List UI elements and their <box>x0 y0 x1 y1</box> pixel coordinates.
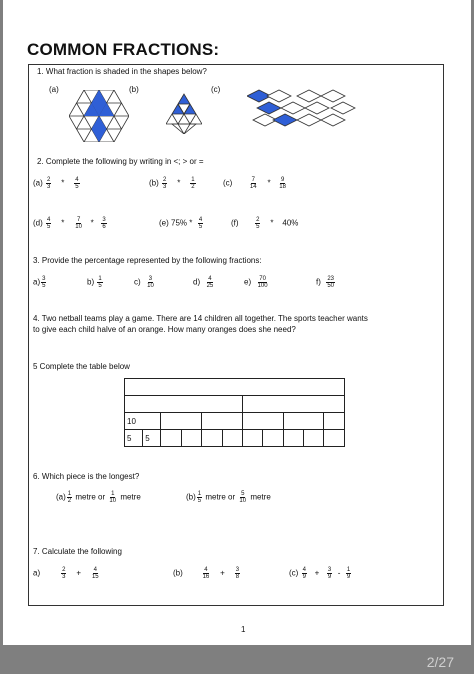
table-row <box>125 379 345 396</box>
q3-item-e: e) $\frac{70}{100}$ <box>244 276 268 289</box>
q4-line1: 4. Two netball teams play a game. There are 14 children all together. The sports teacher wants <box>33 314 368 323</box>
table-cell <box>161 413 202 430</box>
table-cell-10: 10 <box>125 413 161 430</box>
q5-text: 5 Complete the table below <box>33 362 130 371</box>
table-cell <box>283 430 303 447</box>
q1-label-c: (c) <box>211 85 221 94</box>
q2-row2-d: (d) $\frac{4}{5}$ * $\frac{7}{10}$ * $\frac{3}{6}$ <box>33 217 106 230</box>
q6-option-b: (b) $\frac{1}{5}$ metre or $\frac{5}{10}$ metre <box>186 491 271 504</box>
q3-item-b: b) $\frac{1}{5}$ <box>87 276 102 289</box>
q1-label-b: (b) <box>129 85 139 94</box>
q3-item-c: c) $\frac{3}{10}$ <box>134 276 154 289</box>
q3-text: 3. Provide the percentage represented by the following fractions: <box>33 256 262 265</box>
table-cell <box>324 430 345 447</box>
table-cell <box>222 430 242 447</box>
table-cell-5a: 5 <box>125 430 143 447</box>
table-cell <box>283 413 324 430</box>
q3-item-a: a) $\frac{3}{5}$ <box>33 276 46 289</box>
q4-line2: to give each child halve of an orange. How many oranges does she need? <box>33 325 296 334</box>
shape-a-hexagon <box>69 90 129 142</box>
q7-item-c: (c) $\frac{4}{9}$ + $\frac{3}{9}$ - $\frac{1}{9}$ <box>289 567 351 580</box>
q2-text: 2. Complete the following by writing in <; > or = <box>37 157 204 166</box>
table-cell <box>242 413 283 430</box>
q3-item-d: d) $\frac{4}{25}$ <box>193 276 214 289</box>
table-cell-5b: 5 <box>143 430 161 447</box>
table-cell <box>125 379 345 396</box>
table-cell <box>242 430 262 447</box>
q7-text: 7. Calculate the following <box>33 547 122 556</box>
q6-text: 6. Which piece is the longest? <box>33 472 140 481</box>
q7-item-a: a) $\frac{2}{3}$ + $\frac{4}{15}$ <box>33 567 99 580</box>
worksheet-page <box>3 0 471 645</box>
q2-row1-c: (c) $\frac{7}{14}$ * $\frac{9}{18}$ <box>223 177 286 190</box>
table-cell <box>161 430 181 447</box>
page-title: COMMON FRACTIONS: <box>27 40 220 59</box>
q2-row2-e: (e) 75% * $\frac{4}{5}$ <box>159 217 203 230</box>
table-cell <box>304 430 324 447</box>
page-number: 1 <box>241 625 246 634</box>
q1-text: 1. What fraction is shaded in the shapes below? <box>37 67 207 76</box>
table-row <box>125 413 345 430</box>
page-indicator: 2/27 <box>426 654 454 670</box>
shape-c-rhombuses <box>247 88 359 134</box>
table-cell <box>242 396 344 413</box>
table-cell <box>125 396 243 413</box>
q2-row1-b: (b) $\frac{2}{3}$ * $\frac{1}{2}$ <box>149 177 195 190</box>
q7-item-b: (b) $\frac{4}{16}$ + $\frac{3}{8}$ <box>173 567 240 580</box>
table-cell <box>202 430 222 447</box>
table-cell <box>263 430 283 447</box>
table-row <box>125 430 345 447</box>
table-cell <box>181 430 201 447</box>
q5-table <box>124 378 345 447</box>
q1-label-a: (a) <box>49 85 59 94</box>
q6-option-a: (a) $\frac{1}{2}$ metre or $\frac{1}{10}$ metre <box>56 491 141 504</box>
table-cell <box>202 413 243 430</box>
shape-b-triangle <box>166 90 202 134</box>
table-cell <box>324 413 345 430</box>
q2-row2-f: (f) $\frac{2}{5}$ * 40% <box>231 217 299 230</box>
q3-item-f: f) $\frac{23}{50}$ <box>316 276 335 289</box>
questions-box <box>28 64 444 606</box>
q2-row1-a: (a) $\frac{2}{3}$ * $\frac{4}{5}$ <box>33 177 79 190</box>
table-row <box>125 396 345 413</box>
